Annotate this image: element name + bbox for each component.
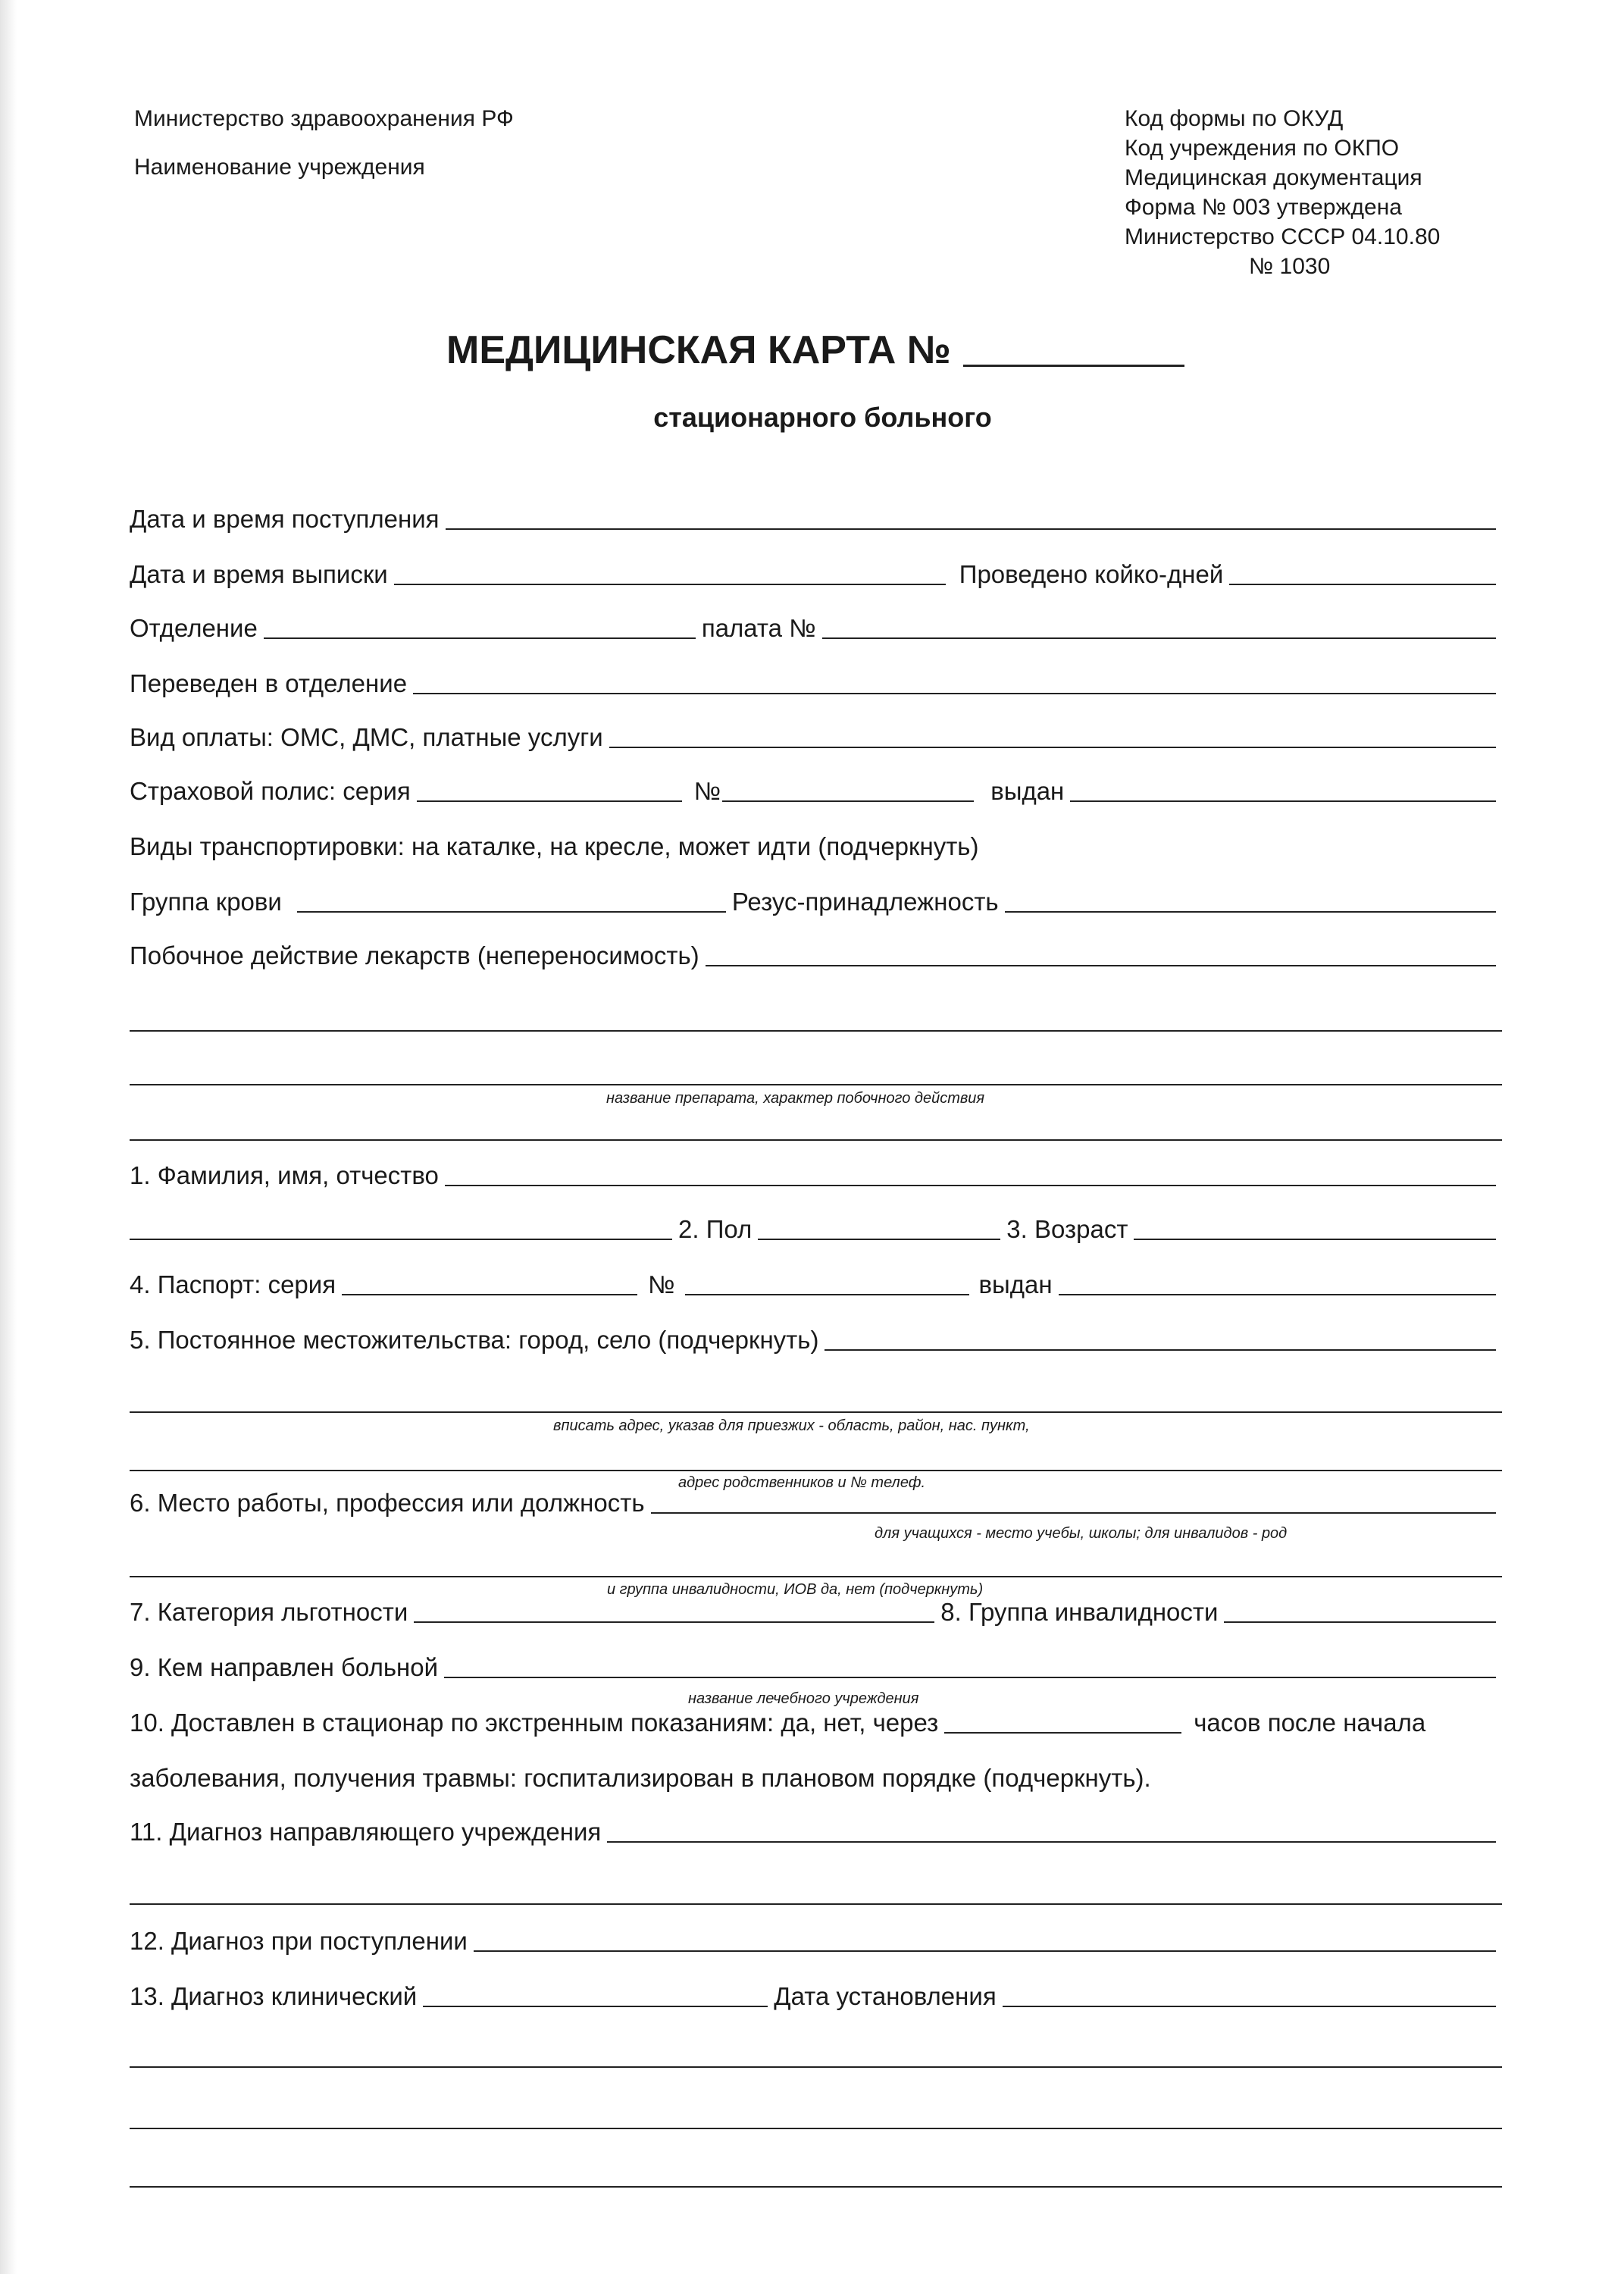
ward-field[interactable]: [822, 637, 1496, 639]
clinical-diagnosis-line-2[interactable]: [130, 2066, 1502, 2068]
policy-number-field[interactable]: [722, 800, 974, 802]
admission-diagnosis-row: [130, 1923, 1502, 1956]
clinical-diagnosis-line-3[interactable]: [130, 2128, 1502, 2129]
passport-row: [130, 1267, 1502, 1300]
benefit-row: [130, 1594, 1502, 1627]
emergency-row-2: [130, 1760, 1502, 1793]
workplace-caption: для учащихся - место учебы, школы; для инвалидов - род: [875, 1525, 1288, 1542]
emergency-label: 10. Доставлен в стационар по экстренным показаниям: да, нет, через: [130, 1709, 939, 1737]
benefit-field[interactable]: [414, 1621, 934, 1623]
passport-issued-label: выдан: [978, 1270, 1053, 1298]
side-effects-line-4[interactable]: [130, 1139, 1502, 1141]
blood-field[interactable]: [297, 911, 726, 913]
hours-field[interactable]: [944, 1732, 1181, 1734]
rhesus-field[interactable]: [1005, 911, 1496, 913]
disability-caption: и группа инвалидности, ИОВ да, нет (подчеркнуть): [607, 1581, 984, 1598]
sex-label: 2. Пол: [678, 1215, 753, 1243]
transport-row: [130, 828, 1502, 862]
policy-series-label: Страховой полис: серия: [130, 777, 411, 805]
transferred-field[interactable]: [413, 693, 1496, 694]
disability-group-label: 8. Группа инвалидности: [940, 1598, 1219, 1626]
admission-label: Дата и время поступления: [130, 505, 440, 533]
passport-issued-field[interactable]: [1059, 1294, 1496, 1295]
form-number-label: Форма № 003 утверждена: [1125, 195, 1402, 220]
card-number-field[interactable]: [963, 365, 1184, 367]
benefit-label: 7. Категория льготности: [130, 1598, 408, 1626]
workplace-field[interactable]: [651, 1512, 1496, 1514]
policy-number-label: №: [693, 777, 721, 805]
relatives-caption: адрес родственников и № телеф.: [678, 1474, 925, 1491]
planned-label: заболевания, получения травмы: госпитализирован в плановом порядке (подчеркнуть).: [130, 1764, 1151, 1792]
title-text: МЕДИЦИНСКАЯ КАРТА №: [446, 328, 951, 372]
policy-series-field[interactable]: [417, 800, 682, 802]
clinical-diagnosis-field[interactable]: [423, 2006, 768, 2007]
residence-label: 5. Постоянное местожительства: город, село (подчеркнуть): [130, 1326, 819, 1354]
age-field[interactable]: [1134, 1239, 1496, 1240]
passport-number-field[interactable]: [685, 1294, 969, 1295]
page-subtitle: стационарного больного: [653, 402, 992, 433]
residence-caption: вписать адрес, указав для приезжих - область, район, нас. пункт,: [553, 1417, 1030, 1434]
blood-label: Группа крови: [130, 888, 282, 916]
fio-label: 1. Фамилия, имя, отчество: [130, 1161, 439, 1189]
ministry-date-label: Министерство СССР 04.10.80: [1125, 224, 1441, 249]
referred-by-label: 9. Кем направлен больной: [130, 1653, 439, 1681]
clinical-diagnosis-line-4[interactable]: [130, 2186, 1502, 2188]
side-effects-caption: название препарата, характер побочного действия: [606, 1090, 985, 1107]
referred-by-field[interactable]: [444, 1677, 1496, 1678]
passport-series-field[interactable]: [342, 1294, 637, 1295]
admission-diagnosis-field[interactable]: [474, 1950, 1496, 1952]
transport-label: Виды транспортировки: на каталке, на кресле, может идти (подчеркнуть): [130, 832, 979, 860]
policy-issued-label: выдан: [990, 777, 1065, 805]
side-effects-label: Побочное действие лекарств (непереносимость): [130, 941, 699, 969]
passport-number-label: №: [648, 1270, 675, 1298]
residence-row: [130, 1322, 1502, 1355]
order-number-label: № 1030: [1249, 254, 1331, 279]
department-row: [130, 610, 1502, 644]
clinical-diagnosis-row: [130, 1978, 1502, 2012]
discharge-row: [130, 556, 1502, 590]
fio-field[interactable]: [445, 1185, 1496, 1186]
fio-row: [130, 1157, 1502, 1191]
department-label: Отделение: [130, 614, 258, 642]
page-title: [446, 327, 1184, 373]
discharge-label: Дата и время выписки: [130, 560, 388, 588]
transferred-row: [130, 666, 1502, 699]
emergency-row: [130, 1705, 1502, 1738]
referral-diagnosis-line-2[interactable]: [130, 1903, 1502, 1905]
discharge-field[interactable]: [394, 584, 946, 585]
workplace-row: [130, 1485, 1502, 1518]
passport-series-label: 4. Паспорт: серия: [130, 1270, 336, 1298]
department-field[interactable]: [264, 637, 696, 639]
side-effects-line-2[interactable]: [130, 1030, 1502, 1032]
sex-field[interactable]: [758, 1239, 1000, 1240]
side-effects-field[interactable]: [706, 965, 1496, 966]
referred-by-row: [130, 1649, 1502, 1683]
side-effects-line-3[interactable]: [130, 1084, 1502, 1085]
workplace-line-2[interactable]: [130, 1576, 1502, 1577]
fio-continued-field[interactable]: [130, 1239, 672, 1240]
referral-diagnosis-field[interactable]: [607, 1841, 1496, 1843]
disability-group-field[interactable]: [1224, 1621, 1496, 1623]
payment-row: [130, 719, 1502, 753]
referral-diagnosis-label: 11. Диагноз направляющего учреждения: [130, 1818, 602, 1846]
scan-edge: [0, 0, 17, 2274]
hours-after-label: часов после начала: [1194, 1709, 1426, 1737]
bed-days-field[interactable]: [1229, 584, 1496, 585]
sex-age-row: [130, 1211, 1502, 1245]
side-effects-row: [130, 938, 1502, 971]
relatives-address-line[interactable]: [130, 1470, 1502, 1471]
diagnosis-date-label: Дата установления: [774, 1982, 997, 2010]
admission-row: [130, 501, 1502, 534]
payment-field[interactable]: [609, 747, 1496, 748]
policy-row: [130, 773, 1502, 807]
payment-label: Вид оплаты: ОМС, ДМС, платные услуги: [130, 723, 603, 751]
residence-field[interactable]: [825, 1349, 1496, 1351]
age-label: 3. Возраст: [1006, 1215, 1128, 1243]
institution-label: Наименование учреждения: [134, 155, 425, 180]
rhesus-label: Резус-принадлежность: [731, 888, 999, 916]
ministry-label: Министерство здравоохранения РФ: [134, 106, 514, 131]
okud-code-label: Код формы по ОКУД: [1125, 106, 1344, 131]
referral-diagnosis-row: [130, 1814, 1502, 1847]
policy-issued-field[interactable]: [1070, 800, 1496, 802]
admission-diagnosis-label: 12. Диагноз при поступлении: [130, 1927, 468, 1955]
workplace-label: 6. Место работы, профессия или должность: [130, 1489, 645, 1517]
okpo-code-label: Код учреждения по ОКПО: [1125, 136, 1400, 161]
residence-line-2[interactable]: [130, 1411, 1502, 1413]
bed-days-label: Проведено койко-дней: [959, 560, 1224, 588]
med-doc-label: Медицинская документация: [1125, 165, 1422, 190]
ward-label: палата №: [701, 614, 816, 642]
referred-by-caption: название лечебного учреждения: [688, 1690, 919, 1707]
admission-field[interactable]: [446, 528, 1496, 530]
blood-row: [130, 884, 1502, 917]
clinical-diagnosis-label: 13. Диагноз клинический: [130, 1982, 418, 2010]
transferred-label: Переведен в отделение: [130, 669, 408, 697]
diagnosis-date-field[interactable]: [1003, 2006, 1496, 2007]
